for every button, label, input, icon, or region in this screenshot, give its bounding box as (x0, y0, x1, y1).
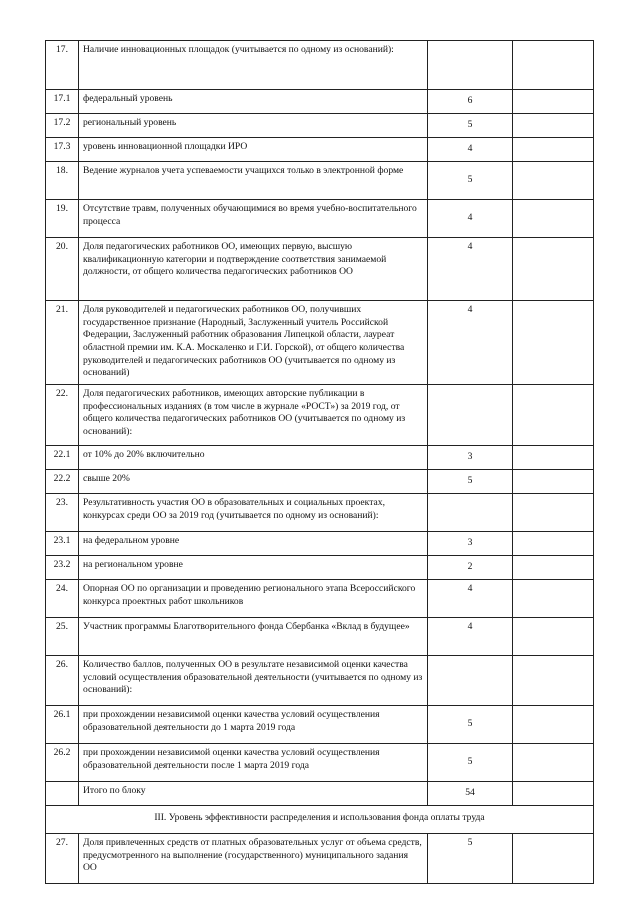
section-heading-row (46, 806, 594, 834)
score-cell (513, 470, 594, 494)
table-row (46, 580, 594, 618)
criterion-text: Отсутствие травм, полученных обучающимися во время учебно-воспитательного процесса (79, 200, 428, 238)
row-number: 23.2 (46, 556, 79, 580)
table-row (46, 162, 594, 200)
row-number: 23.1 (46, 532, 79, 556)
total-label: Итого по блоку (79, 782, 428, 806)
row-number: 26.1 (46, 706, 79, 744)
points-cell: 5 (428, 744, 513, 782)
table-row (46, 301, 594, 385)
table-row (46, 618, 594, 656)
row-number: 18. (46, 162, 79, 200)
document-page (45, 40, 593, 884)
score-cell (513, 446, 594, 470)
row-number: 22.2 (46, 470, 79, 494)
score-cell (513, 301, 594, 385)
score-cell (513, 782, 594, 806)
score-cell (513, 138, 594, 162)
criterion-text: Доля педагогических работников ОО, имеющих первую, высшую квалификационную категории и подтверждение соответствия занимаемой должности, от общего количества педагогических работников ОО (79, 238, 428, 301)
score-cell (513, 618, 594, 656)
row-number: 17.1 (46, 90, 79, 114)
row-number: 22. (46, 385, 79, 446)
score-cell (513, 532, 594, 556)
table-row (46, 200, 594, 238)
table-row (46, 90, 594, 114)
row-number: 17.3 (46, 138, 79, 162)
score-cell (513, 90, 594, 114)
score-cell (513, 162, 594, 200)
row-number (46, 782, 79, 806)
row-number: 19. (46, 200, 79, 238)
score-cell (513, 238, 594, 301)
score-cell (513, 114, 594, 138)
criterion-text: Результативность участия ОО в образовательных и социальных проектах, конкурсах среди ОО за 2019 год (учитывается по одному из оснований): (79, 494, 428, 532)
score-cell (513, 385, 594, 446)
score-cell (513, 200, 594, 238)
points-cell: 5 (428, 706, 513, 744)
criterion-text: Доля руководителей и педагогических работников ОО, получивших государственное признание (Народный, Заслуженный учитель Российской Федерации, Заслуженный работник образования Липецкой области, лауреат областной премии им. К.А. Москаленко и Г.И. Горской), от общего количества руководителей и педагогических работников ОО (учитывается по одному из оснований) (79, 301, 428, 385)
total-points: 54 (428, 782, 513, 806)
score-cell (513, 41, 594, 90)
points-cell: 3 (428, 532, 513, 556)
criterion-text: региональный уровень (79, 114, 428, 138)
points-cell: 3 (428, 446, 513, 470)
row-number: 17. (46, 41, 79, 90)
row-number: 21. (46, 301, 79, 385)
table-row (46, 494, 594, 532)
table-row (46, 556, 594, 580)
row-number: 17.2 (46, 114, 79, 138)
criterion-text: свыше 20% (79, 470, 428, 494)
score-cell (513, 494, 594, 532)
table-row (46, 470, 594, 494)
points-cell: 4 (428, 138, 513, 162)
criterion-text: Участник программы Благотворительного фонда Сбербанка «Вклад в будущее» (79, 618, 428, 656)
score-cell (513, 744, 594, 782)
row-number: 20. (46, 238, 79, 301)
points-cell: 4 (428, 238, 513, 301)
criterion-text: уровень инновационной площадки ИРО (79, 138, 428, 162)
points-cell: 2 (428, 556, 513, 580)
criterion-text: при прохождении независимой оценки качества условий осуществления образовательной деятельности после 1 марта 2019 года (79, 744, 428, 782)
criterion-text: Доля привлеченных средств от платных образовательных услуг от объема средств, предусмотренного на выполнение (государственного) муниципального задания ОО (79, 834, 428, 884)
table-row (46, 41, 594, 90)
score-cell (513, 834, 594, 884)
points-cell (428, 494, 513, 532)
score-cell (513, 706, 594, 744)
table-row (46, 656, 594, 706)
criteria-table-body (46, 41, 594, 884)
table-row (46, 446, 594, 470)
score-cell (513, 580, 594, 618)
points-cell (428, 41, 513, 90)
points-cell: 5 (428, 470, 513, 494)
criterion-text: на федеральном уровне (79, 532, 428, 556)
criteria-table (45, 40, 594, 884)
criterion-text: при прохождении независимой оценки качества условий осуществления образовательной деятельности до 1 марта 2019 года (79, 706, 428, 744)
criterion-text: Наличие инновационных площадок (учитывается по одному из оснований): (79, 41, 428, 90)
table-row (46, 532, 594, 556)
points-cell (428, 385, 513, 446)
score-cell (513, 556, 594, 580)
points-cell: 5 (428, 114, 513, 138)
row-number: 22.1 (46, 446, 79, 470)
table-row (46, 834, 594, 884)
row-number: 26.2 (46, 744, 79, 782)
criterion-text: федеральный уровень (79, 90, 428, 114)
row-number: 24. (46, 580, 79, 618)
criterion-text: Количество баллов, полученных ОО в результате независимой оценки качества условий осуществления образовательной деятельности (учитывается по одному из оснований): (79, 656, 428, 706)
criterion-text: на региональном уровне (79, 556, 428, 580)
table-row (46, 238, 594, 301)
table-row (46, 706, 594, 744)
row-number: 23. (46, 494, 79, 532)
points-cell: 4 (428, 580, 513, 618)
table-row (46, 385, 594, 446)
row-number: 27. (46, 834, 79, 884)
table-row (46, 744, 594, 782)
points-cell: 5 (428, 162, 513, 200)
points-cell: 4 (428, 618, 513, 656)
criterion-text: Ведение журналов учета успеваемости учащихся только в электронной форме (79, 162, 428, 200)
criterion-text: Опорная ОО по организации и проведению регионального этапа Всероссийского конкурса проектных работ школьников (79, 580, 428, 618)
points-cell: 6 (428, 90, 513, 114)
score-cell (513, 656, 594, 706)
row-number: 26. (46, 656, 79, 706)
table-row (46, 114, 594, 138)
criterion-text: от 10% до 20% включительно (79, 446, 428, 470)
points-cell (428, 656, 513, 706)
table-row (46, 138, 594, 162)
row-number: 25. (46, 618, 79, 656)
points-cell: 4 (428, 301, 513, 385)
points-cell: 5 (428, 834, 513, 884)
points-cell: 4 (428, 200, 513, 238)
section-heading: III. Уровень эффективности распределения и использования фонда оплаты труда (46, 806, 594, 834)
total-row (46, 782, 594, 806)
criterion-text: Доля педагогических работников, имеющих авторские публикации в профессиональных изданиях (в том числе в журнале «РОСТ») за 2019 год, от общего количества педагогических работников ОО (учитывается по одному из оснований): (79, 385, 428, 446)
